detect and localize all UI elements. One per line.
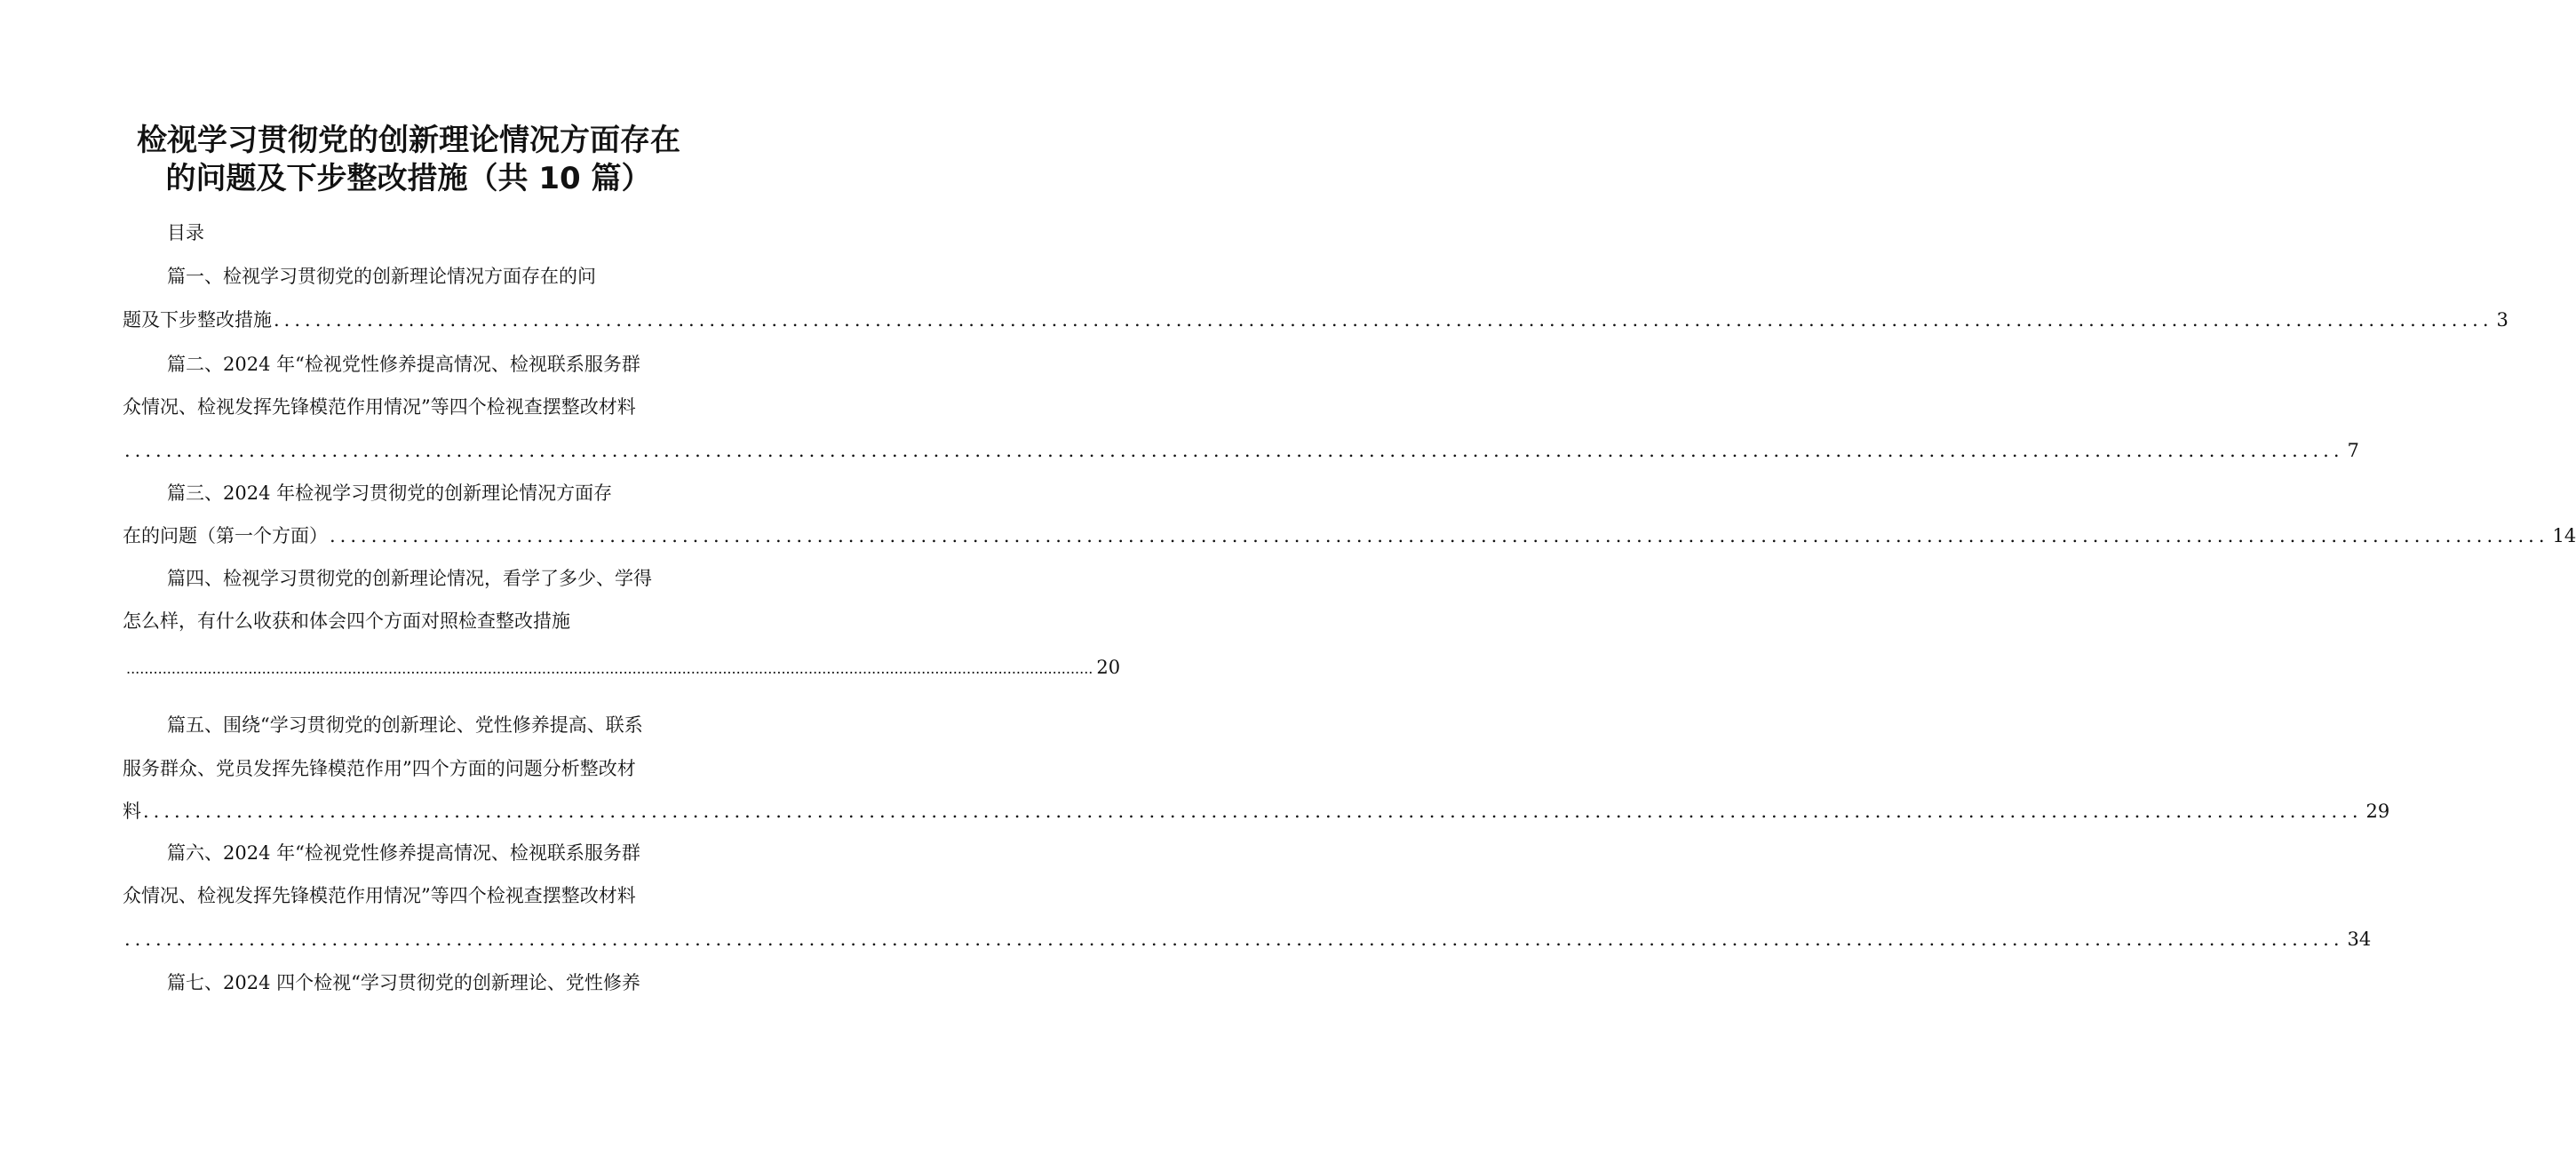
toc-entry-6-leader[interactable] xyxy=(123,926,2372,953)
toc-entry-4-leader[interactable] xyxy=(124,654,1121,681)
toc-entry-4-page: 20 xyxy=(1096,657,1121,678)
leader-dots: ...................................................................................................................................................................................................................... xyxy=(330,525,2549,546)
toc-entry-5-line-1[interactable]: 篇五、围绕“学习贯彻党的创新理论、党性修养提高、联系 xyxy=(167,714,643,736)
toc-entry-3-page: 14 xyxy=(2552,525,2576,546)
leader-dots: ...................................................................................................................................................................................................................... xyxy=(143,801,2363,822)
toc-entry-4-line-2[interactable]: 怎么样，有什么收获和体会四个方面对照检查整改措施 xyxy=(123,610,570,632)
toc-entry-6-line-1[interactable]: 篇六、2024 年“检视党性修养提高情况、检视联系服务群 xyxy=(167,842,640,864)
toc-entry-1-leader[interactable] xyxy=(123,307,2508,333)
toc-entry-2-line-2[interactable]: 众情况、检视发挥先锋模范作用情况”等四个检视查摆整改材料 xyxy=(123,396,636,418)
toc-entry-3-line-2: 在的问题（第一个方面） xyxy=(123,525,328,546)
toc-entry-2-leader[interactable] xyxy=(123,437,2359,464)
toc-entry-5-page: 29 xyxy=(2365,801,2390,822)
document-title-line-2: 的问题及下步整改措施（共 10 篇） xyxy=(165,161,652,196)
leader-dots: ...................................................................................................................................................................................................................... xyxy=(126,660,1093,677)
toc-entry-1-page: 3 xyxy=(2496,309,2508,331)
toc-entry-3-line-1[interactable]: 篇三、2024 年检视学习贯彻党的创新理论情况方面存 xyxy=(167,482,613,504)
toc-entry-3-leader[interactable] xyxy=(123,522,2576,549)
leader-dots: ...................................................................................................................................................................................................................... xyxy=(274,309,2493,331)
toc-entry-2-line-1[interactable]: 篇二、2024 年“检视党性修养提高情况、检视联系服务群 xyxy=(167,354,640,375)
leader-dots: ...................................................................................................................................................................................................................... xyxy=(124,929,2344,950)
toc-entry-2-page: 7 xyxy=(2347,440,2359,461)
toc-entry-1-line-1[interactable]: 篇一、检视学习贯彻党的创新理论情况方面存在的问 xyxy=(167,266,596,287)
toc-entry-5-line-3: 料 xyxy=(123,801,141,822)
toc-entry-5-leader[interactable] xyxy=(123,798,2390,825)
document-title-line-1: 检视学习贯彻党的创新理论情况方面存在 xyxy=(137,123,680,158)
toc-entry-5-line-2[interactable]: 服务群众、党员发挥先锋模范作用”四个方面的问题分析整改材 xyxy=(123,758,636,779)
toc-entry-6-page: 34 xyxy=(2347,929,2372,950)
toc-entry-4-line-1[interactable]: 篇四、检视学习贯彻党的创新理论情况，看学了多少、学得 xyxy=(167,568,652,589)
leader-dots: ...................................................................................................................................................................................................................... xyxy=(124,440,2344,461)
toc-entry-6-line-2[interactable]: 众情况、检视发挥先锋模范作用情况”等四个检视查摆整改材料 xyxy=(123,885,636,906)
toc-entry-7-line-1[interactable]: 篇七、2024 四个检视“学习贯彻党的创新理论、党性修养 xyxy=(167,972,640,993)
toc-entry-1-line-2: 题及下步整改措施 xyxy=(123,309,272,331)
toc-heading: 目录 xyxy=(167,222,204,243)
